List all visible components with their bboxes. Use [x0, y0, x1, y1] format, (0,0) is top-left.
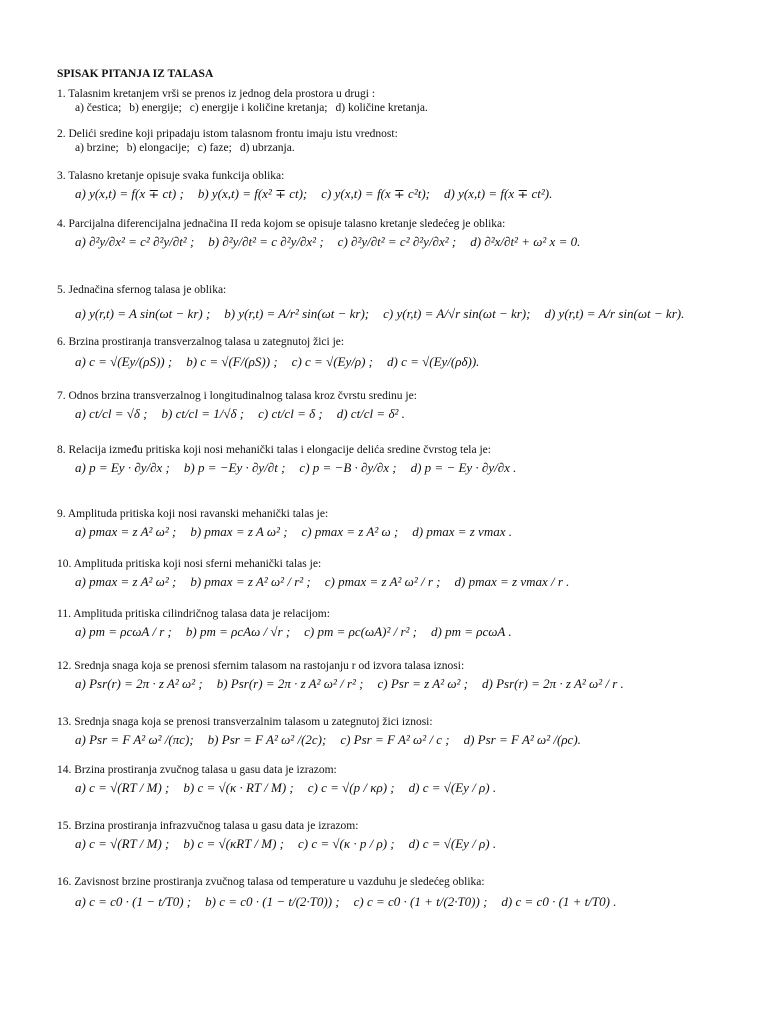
answer-option: b) y(r,t) = A/r² sin(ωt − kr); — [224, 306, 370, 321]
question-8 — [57, 444, 530, 476]
answer-option: d) c = √(Ey / ρ) . — [408, 780, 497, 795]
answer-option: d) Psr = F A² ω² /(ρc). — [463, 732, 581, 747]
answer-option: a) ∂²y/∂x² = c² ∂²y/∂t² ; — [75, 234, 195, 249]
answer-option: d) ct/cl = δ² . — [336, 406, 405, 421]
question-9 — [57, 508, 526, 540]
question-text: 10. Amplituda pritiska koji nosi sferni mehanički talas je: — [57, 558, 322, 570]
answer-option: a) y(r,t) = A sin(ωt − kr) ; — [75, 306, 211, 321]
answer-options — [75, 306, 698, 322]
answer-option: c) p = −B · ∂y/∂x ; — [299, 460, 397, 475]
answer-option: b) c = √(κRT / M) ; — [183, 836, 284, 851]
question-text: 9. Amplituda pritiska koji nosi ravanski mehanički talas je: — [57, 508, 329, 520]
question-10 — [57, 558, 583, 590]
question-4 — [57, 218, 594, 250]
question-2 — [57, 128, 398, 154]
answer-option: d) količine kretanja. — [335, 102, 428, 114]
answer-option: b) pmax = z A ω² ; — [190, 524, 288, 539]
answer-option: a) c = c0 · (1 − t/T0) ; — [75, 894, 192, 909]
answer-option: c) Psr = F A² ω² / c ; — [340, 732, 450, 747]
answer-option: b) y(x,t) = f(x² ∓ ct); — [197, 186, 308, 201]
answer-option: c) energije i količine kretanja; — [189, 102, 328, 114]
answer-option: a) ct/cl = √δ ; — [75, 406, 148, 421]
answer-option: a) Psr = F A² ω² /(πc); — [75, 732, 194, 747]
answer-option: d) pm = ρcωA . — [431, 624, 512, 639]
question-text: 7. Odnos brzina transverzalnog i longitudinalnog talasa kroz čvrstu sredinu je: — [57, 390, 417, 402]
question-text: 11. Amplituda pritiska cilindričnog talasa data je relacijom: — [57, 608, 330, 620]
answer-option: d) pmax = z vmax . — [412, 524, 512, 539]
question-text: 12. Srednja snaga koja se prenosi sfernim talasom na rastojanju r od izvora talasa iznosi: — [57, 660, 465, 672]
question-13 — [57, 716, 595, 748]
answer-option: c) y(r,t) = A/√r sin(ωt − kr); — [383, 306, 531, 321]
answer-option: b) elongacije; — [126, 142, 190, 154]
answer-option: b) ∂²y/∂t² = c ∂²y/∂x² ; — [208, 234, 324, 249]
document-title: SPISAK PITANJA IZ TALASA — [57, 68, 214, 80]
answer-options — [75, 524, 526, 540]
question-11 — [57, 608, 526, 640]
answer-option: b) c = √(κ · RT / M) ; — [183, 780, 294, 795]
answer-option: c) c = √(Ey/ρ) ; — [291, 354, 373, 369]
answer-option: d) c = √(Ey / ρ) . — [408, 836, 497, 851]
answer-option: a) brzine; — [75, 142, 119, 154]
question-7 — [57, 390, 419, 422]
question-15 — [57, 820, 510, 852]
answer-options — [75, 186, 566, 202]
answer-option: b) ct/cl = 1/√δ ; — [161, 406, 245, 421]
answer-options — [75, 780, 510, 796]
question-1 — [57, 88, 436, 114]
question-text: 3. Talasno kretanje opisuje svaka funkcija oblika: — [57, 170, 285, 182]
answer-options — [75, 836, 510, 852]
answer-option: b) pm = ρcAω / √r ; — [185, 624, 291, 639]
answer-options — [75, 234, 594, 250]
question-text: 2. Delići sredine koji pripadaju istom talasnom frontu imaju istu vrednost: — [57, 128, 398, 140]
answer-options — [75, 102, 436, 114]
question-12 — [57, 660, 638, 692]
answer-option: d) y(x,t) = f(x ∓ ct²). — [444, 186, 553, 201]
question-text: 4. Parcijalna diferencijalna jednačina II reda kojom se opisuje talasno kretanje sledećeg je oblika: — [57, 218, 506, 230]
question-3 — [57, 170, 566, 202]
answer-option: a) Psr(r) = 2π · z A² ω² ; — [75, 676, 203, 691]
answer-option: b) c = c0 · (1 − t/(2·T0)) ; — [205, 894, 340, 909]
answer-option: a) c = √(RT / M) ; — [75, 836, 170, 851]
answer-option: a) čestica; — [75, 102, 122, 114]
answer-option: d) c = c0 · (1 + t/T0) . — [501, 894, 617, 909]
question-text: 15. Brzina prostiranja infrazvučnog talasa u gasu data je izrazom: — [57, 820, 359, 832]
answer-option: c) ∂²y/∂t² = c² ∂²y/∂x² ; — [337, 234, 457, 249]
answer-option: d) ubrzanja. — [239, 142, 295, 154]
answer-option: c) pmax = z A² ω² / r ; — [324, 574, 441, 589]
question-6 — [57, 336, 493, 370]
question-text: 6. Brzina prostiranja transverzalnog talasa u zategnutoj žici je: — [57, 336, 345, 348]
answer-option: a) pmax = z A² ω² ; — [75, 524, 177, 539]
answer-options — [75, 406, 419, 422]
answer-option: a) y(x,t) = f(x ∓ ct) ; — [75, 186, 184, 201]
answer-option: b) Psr = F A² ω² /(2c); — [207, 732, 327, 747]
question-5 — [57, 284, 698, 322]
answer-options — [75, 354, 493, 370]
answer-option: c) c = √(κ · p / ρ) ; — [298, 836, 395, 851]
answer-option: b) c = √(F/(ρS)) ; — [186, 354, 278, 369]
answer-option: a) c = √(RT / M) ; — [75, 780, 170, 795]
answer-option: d) y(r,t) = A/r sin(ωt − kr). — [544, 306, 685, 321]
answer-option: c) c = √(p / κρ) ; — [307, 780, 395, 795]
question-text: 1. Talasnim kretanjem vrši se prenos iz jednog dela prostora u drugi : — [57, 88, 376, 100]
answer-options — [75, 574, 583, 590]
answer-option: b) Psr(r) = 2π · z A² ω² / r² ; — [216, 676, 364, 691]
answer-option: a) c = √(Ey/(ρS)) ; — [75, 354, 173, 369]
answer-options — [75, 460, 530, 476]
question-text: 16. Zavisnost brzine prostiranja zvučnog talasa od temperature u vazduhu je sledećeg oblika: — [57, 876, 485, 888]
answer-option: a) pm = ρcωA / r ; — [75, 624, 172, 639]
answer-option: a) p = Ey · ∂y/∂x ; — [75, 460, 170, 475]
answer-options — [75, 732, 595, 748]
answer-option: c) Psr = z A² ω² ; — [377, 676, 468, 691]
answer-option: d) ∂²x/∂t² + ω² x = 0. — [470, 234, 581, 249]
question-text: 13. Srednja snaga koja se prenosi transverzalnim talasom u zategnutoj žici iznosi: — [57, 716, 433, 728]
question-16 — [57, 876, 630, 910]
answer-options — [75, 624, 526, 640]
answer-option: c) c = c0 · (1 + t/(2·T0)) ; — [353, 894, 488, 909]
answer-option: b) energije; — [129, 102, 182, 114]
answer-options — [75, 142, 398, 154]
answer-option: d) p = − Ey · ∂y/∂x . — [410, 460, 517, 475]
question-14 — [57, 764, 510, 796]
answer-option: c) y(x,t) = f(x ∓ c²t); — [321, 186, 430, 201]
answer-options — [75, 894, 630, 910]
answer-option: d) c = √(Ey/(ρδ)). — [387, 354, 480, 369]
answer-option: b) p = −Ey · ∂y/∂t ; — [183, 460, 286, 475]
answer-options — [75, 676, 638, 692]
answer-option: a) pmax = z A² ω² ; — [75, 574, 177, 589]
question-text: 14. Brzina prostiranja zvučnog talasa u gasu data je izrazom: — [57, 764, 337, 776]
question-text: 5. Jednačina sfernog talasa je oblika: — [57, 284, 227, 296]
answer-option: c) pm = ρc(ωA)² / r² ; — [304, 624, 417, 639]
answer-option: c) faze; — [197, 142, 232, 154]
answer-option: c) ct/cl = δ ; — [258, 406, 323, 421]
answer-option: d) Psr(r) = 2π · z A² ω² / r . — [482, 676, 624, 691]
answer-option: b) pmax = z A² ω² / r² ; — [190, 574, 311, 589]
question-text: 8. Relacija između pritiska koji nosi mehanički talas i elongacije delića sredine čvrstog tela je: — [57, 444, 491, 456]
answer-option: d) pmax = z vmax / r . — [454, 574, 570, 589]
answer-option: c) pmax = z A² ω ; — [301, 524, 399, 539]
